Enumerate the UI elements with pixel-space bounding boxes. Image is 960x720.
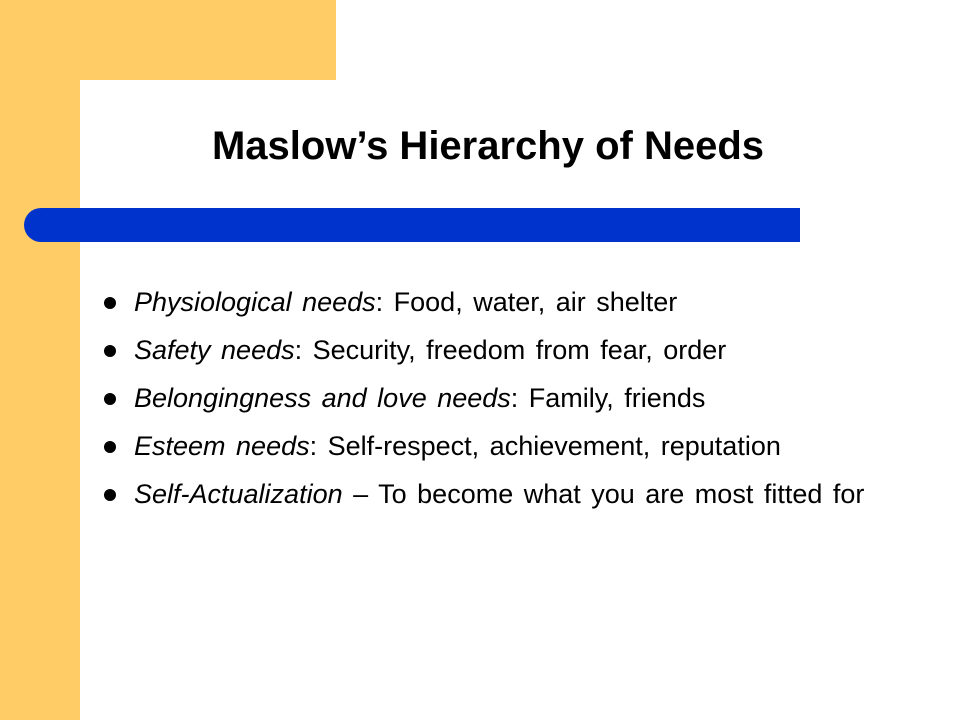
bullet-term: Esteem needs xyxy=(134,431,310,461)
bullet-dot-icon xyxy=(104,441,116,453)
bullet-text: : Self-respect, achievement, reputation xyxy=(309,431,781,461)
bullet-text: – To become what you are most fitted for xyxy=(342,479,865,509)
bullet-text: : Family, friends xyxy=(510,383,706,413)
bullet-dot-icon xyxy=(104,345,116,357)
accent-left-band xyxy=(0,0,80,720)
bullet-term: Safety needs xyxy=(134,335,295,365)
bullet-term: Physiological needs xyxy=(134,287,376,317)
bullet-item-safety xyxy=(104,334,924,366)
bullet-dot-icon xyxy=(104,489,116,501)
bullet-text: : Security, freedom from fear, order xyxy=(294,335,727,365)
bullet-item-esteem xyxy=(104,430,924,462)
bullet-dot-icon xyxy=(104,297,116,309)
bullet-item-physiological xyxy=(104,286,924,318)
bullet-text: : Food, water, air shelter xyxy=(375,287,678,317)
bullet-term: Belongingness and love needs xyxy=(134,383,511,413)
bullet-list xyxy=(104,286,924,526)
accent-top-band xyxy=(0,0,336,80)
bullet-dot-icon xyxy=(104,393,116,405)
bullet-item-belongingness xyxy=(104,382,924,414)
slide-title: Maslow’s Hierarchy of Needs xyxy=(211,124,765,168)
bullet-item-self-actualization xyxy=(104,478,924,510)
bullet-term: Self-Actualization xyxy=(134,479,343,509)
title-underline-bar xyxy=(24,208,800,242)
